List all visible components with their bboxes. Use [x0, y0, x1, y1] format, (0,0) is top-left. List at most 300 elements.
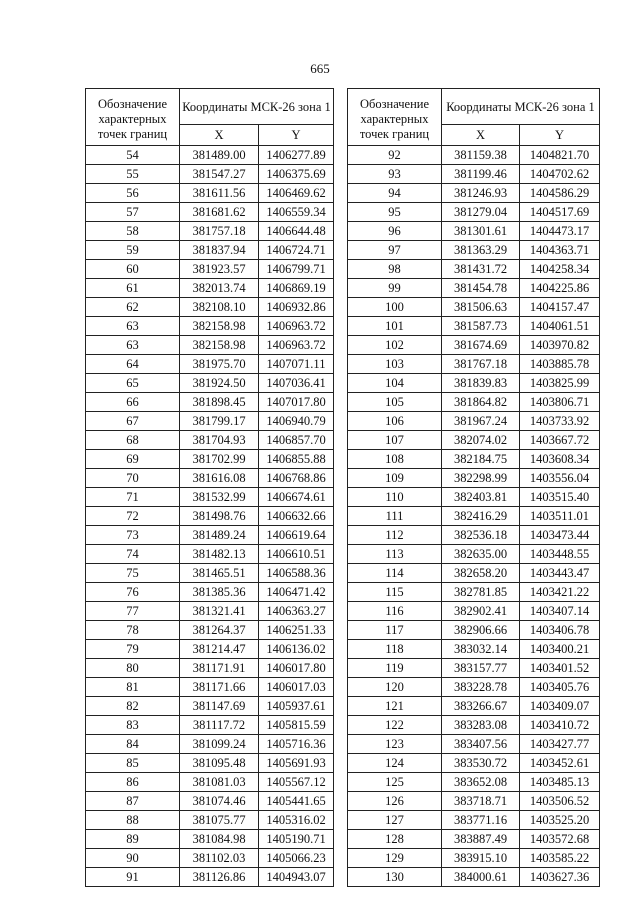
- table-row: [348, 526, 600, 545]
- x-coordinate-cell: 383228.78: [442, 678, 520, 697]
- x-coordinate-cell: 383915.10: [442, 849, 520, 868]
- header-y: Y: [520, 125, 600, 146]
- y-coordinate-cell: 1403667.72: [520, 431, 600, 450]
- table-row: [86, 678, 334, 697]
- y-coordinate-cell: 1403405.76: [520, 678, 600, 697]
- page-number: 665: [310, 61, 330, 76]
- x-coordinate-cell: 381171.91: [180, 659, 259, 678]
- y-coordinate-cell: 1406588.36: [259, 564, 334, 583]
- x-coordinate-cell: 381385.36: [180, 583, 259, 602]
- table-row: [348, 545, 600, 564]
- table-row: [348, 393, 600, 412]
- point-number-cell: 85: [86, 754, 180, 773]
- point-number-cell: 72: [86, 507, 180, 526]
- y-coordinate-cell: 1403511.01: [520, 507, 600, 526]
- point-number-cell: 119: [348, 659, 442, 678]
- y-coordinate-cell: 1404943.07: [259, 868, 334, 887]
- y-coordinate-cell: 1405815.59: [259, 716, 334, 735]
- point-number-cell: 82: [86, 697, 180, 716]
- x-coordinate-cell: 381465.51: [180, 564, 259, 583]
- point-number-cell: 120: [348, 678, 442, 697]
- x-coordinate-cell: 381246.93: [442, 184, 520, 203]
- x-coordinate-cell: 382902.41: [442, 602, 520, 621]
- table-row: [348, 792, 600, 811]
- table-row: [86, 260, 334, 279]
- point-number-cell: 80: [86, 659, 180, 678]
- table-row: [86, 317, 334, 336]
- x-coordinate-cell: 381506.63: [442, 298, 520, 317]
- y-coordinate-cell: 1404821.70: [520, 146, 600, 165]
- x-coordinate-cell: 382416.29: [442, 507, 520, 526]
- y-coordinate-cell: 1403585.22: [520, 849, 600, 868]
- y-coordinate-cell: 1403608.34: [520, 450, 600, 469]
- x-coordinate-cell: 381532.99: [180, 488, 259, 507]
- table-row: [86, 792, 334, 811]
- x-coordinate-cell: 381117.72: [180, 716, 259, 735]
- point-number-cell: 69: [86, 450, 180, 469]
- header-coordinates: Координаты МСК-26 зона 1: [180, 89, 334, 125]
- x-coordinate-cell: 381923.57: [180, 260, 259, 279]
- y-coordinate-cell: 1404061.51: [520, 317, 600, 336]
- table-row: [86, 602, 334, 621]
- table-row: [348, 165, 600, 184]
- x-coordinate-cell: 381264.37: [180, 621, 259, 640]
- point-number-cell: 86: [86, 773, 180, 792]
- x-coordinate-cell: 381681.62: [180, 203, 259, 222]
- table-row: [86, 412, 334, 431]
- table-row: [86, 849, 334, 868]
- table-row: [348, 469, 600, 488]
- x-coordinate-cell: 381674.69: [442, 336, 520, 355]
- y-coordinate-cell: 1406559.34: [259, 203, 334, 222]
- point-number-cell: 114: [348, 564, 442, 583]
- point-number-cell: 91: [86, 868, 180, 887]
- y-coordinate-cell: 1403473.44: [520, 526, 600, 545]
- point-number-cell: 104: [348, 374, 442, 393]
- y-coordinate-cell: 1404702.62: [520, 165, 600, 184]
- x-coordinate-cell: 381489.24: [180, 526, 259, 545]
- table-row: [86, 241, 334, 260]
- table-row: [348, 507, 600, 526]
- x-coordinate-cell: 383266.67: [442, 697, 520, 716]
- table-row: [86, 564, 334, 583]
- header-point-designation: Обозначение характерных точек границ: [348, 89, 442, 146]
- point-number-cell: 56: [86, 184, 180, 203]
- x-coordinate-cell: 382158.98: [180, 336, 259, 355]
- y-coordinate-cell: 1403733.92: [520, 412, 600, 431]
- table-row: [86, 621, 334, 640]
- y-coordinate-cell: 1403515.40: [520, 488, 600, 507]
- y-coordinate-cell: 1406363.27: [259, 602, 334, 621]
- x-coordinate-cell: 381702.99: [180, 450, 259, 469]
- point-number-cell: 100: [348, 298, 442, 317]
- x-coordinate-cell: 382074.02: [442, 431, 520, 450]
- point-number-cell: 118: [348, 640, 442, 659]
- table-row: [348, 203, 600, 222]
- table-row: [86, 640, 334, 659]
- x-coordinate-cell: 381611.56: [180, 184, 259, 203]
- header-point-designation: Обозначение характерных точек границ: [86, 89, 180, 146]
- point-number-cell: 76: [86, 583, 180, 602]
- point-number-cell: 54: [86, 146, 180, 165]
- y-coordinate-cell: 1406799.71: [259, 260, 334, 279]
- point-number-cell: 63: [86, 336, 180, 355]
- point-number-cell: 68: [86, 431, 180, 450]
- table-row: [86, 868, 334, 887]
- table-row: [86, 203, 334, 222]
- x-coordinate-cell: 381081.03: [180, 773, 259, 792]
- point-number-cell: 121: [348, 697, 442, 716]
- y-coordinate-cell: 1403427.77: [520, 735, 600, 754]
- x-coordinate-cell: 381547.27: [180, 165, 259, 184]
- x-coordinate-cell: 381864.82: [442, 393, 520, 412]
- x-coordinate-cell: 383887.49: [442, 830, 520, 849]
- x-coordinate-cell: 381214.47: [180, 640, 259, 659]
- table-row: [348, 412, 600, 431]
- x-coordinate-cell: 383157.77: [442, 659, 520, 678]
- y-coordinate-cell: 1403421.22: [520, 583, 600, 602]
- table-row: [86, 431, 334, 450]
- point-number-cell: 79: [86, 640, 180, 659]
- x-coordinate-cell: 381967.24: [442, 412, 520, 431]
- y-coordinate-cell: 1403448.55: [520, 545, 600, 564]
- y-coordinate-cell: 1406644.48: [259, 222, 334, 241]
- table-row: [86, 773, 334, 792]
- table-row: [348, 336, 600, 355]
- point-number-cell: 117: [348, 621, 442, 640]
- point-number-cell: 77: [86, 602, 180, 621]
- x-coordinate-cell: 381099.24: [180, 735, 259, 754]
- point-number-cell: 55: [86, 165, 180, 184]
- y-coordinate-cell: 1406768.86: [259, 469, 334, 488]
- table-row: [86, 716, 334, 735]
- table-row: [348, 735, 600, 754]
- table-row: [348, 355, 600, 374]
- table-row: [348, 621, 600, 640]
- point-number-cell: 108: [348, 450, 442, 469]
- x-coordinate-cell: 381074.46: [180, 792, 259, 811]
- y-coordinate-cell: 1406375.69: [259, 165, 334, 184]
- y-coordinate-cell: 1403407.14: [520, 602, 600, 621]
- x-coordinate-cell: 382013.74: [180, 279, 259, 298]
- table-row: [86, 298, 334, 317]
- y-coordinate-cell: 1403406.78: [520, 621, 600, 640]
- table-row: [348, 564, 600, 583]
- y-coordinate-cell: 1406610.51: [259, 545, 334, 564]
- x-coordinate-cell: 382536.18: [442, 526, 520, 545]
- table-row: [86, 374, 334, 393]
- y-coordinate-cell: 1403452.61: [520, 754, 600, 773]
- y-coordinate-cell: 1405691.93: [259, 754, 334, 773]
- point-number-cell: 59: [86, 241, 180, 260]
- point-number-cell: 60: [86, 260, 180, 279]
- point-number-cell: 129: [348, 849, 442, 868]
- table-row: [86, 507, 334, 526]
- y-coordinate-cell: 1406136.02: [259, 640, 334, 659]
- y-coordinate-cell: 1406469.62: [259, 184, 334, 203]
- header-x: X: [180, 125, 259, 146]
- point-number-cell: 81: [86, 678, 180, 697]
- y-coordinate-cell: 1404586.29: [520, 184, 600, 203]
- table-row: [348, 849, 600, 868]
- point-number-cell: 122: [348, 716, 442, 735]
- y-coordinate-cell: 1404258.34: [520, 260, 600, 279]
- point-number-cell: 127: [348, 811, 442, 830]
- y-coordinate-cell: 1405441.65: [259, 792, 334, 811]
- point-number-cell: 99: [348, 279, 442, 298]
- point-number-cell: 57: [86, 203, 180, 222]
- y-coordinate-cell: 1406857.70: [259, 431, 334, 450]
- y-coordinate-cell: 1404225.86: [520, 279, 600, 298]
- table-row: [348, 260, 600, 279]
- point-number-cell: 124: [348, 754, 442, 773]
- y-coordinate-cell: 1403400.21: [520, 640, 600, 659]
- x-coordinate-cell: 383283.08: [442, 716, 520, 735]
- table-row: [348, 868, 600, 887]
- table-row: [348, 241, 600, 260]
- x-coordinate-cell: 382635.00: [442, 545, 520, 564]
- point-number-cell: 116: [348, 602, 442, 621]
- table-body-left: [86, 146, 334, 887]
- point-number-cell: 88: [86, 811, 180, 830]
- point-number-cell: 74: [86, 545, 180, 564]
- y-coordinate-cell: 1406932.86: [259, 298, 334, 317]
- point-number-cell: 105: [348, 393, 442, 412]
- table-row: [86, 146, 334, 165]
- y-coordinate-cell: 1403627.36: [520, 868, 600, 887]
- table-row: [348, 773, 600, 792]
- point-number-cell: 73: [86, 526, 180, 545]
- header-coordinates: Координаты МСК-26 зона 1: [442, 89, 600, 125]
- x-coordinate-cell: 381363.29: [442, 241, 520, 260]
- y-coordinate-cell: 1406277.89: [259, 146, 334, 165]
- y-coordinate-cell: 1403525.20: [520, 811, 600, 830]
- y-coordinate-cell: 1406963.72: [259, 317, 334, 336]
- y-coordinate-cell: 1407071.11: [259, 355, 334, 374]
- x-coordinate-cell: 381321.41: [180, 602, 259, 621]
- table-row: [348, 659, 600, 678]
- x-coordinate-cell: 381075.77: [180, 811, 259, 830]
- x-coordinate-cell: 381767.18: [442, 355, 520, 374]
- x-coordinate-cell: 382184.75: [442, 450, 520, 469]
- x-coordinate-cell: 381757.18: [180, 222, 259, 241]
- x-coordinate-cell: 383530.72: [442, 754, 520, 773]
- y-coordinate-cell: 1403506.52: [520, 792, 600, 811]
- y-coordinate-cell: 1403443.47: [520, 564, 600, 583]
- x-coordinate-cell: 382108.10: [180, 298, 259, 317]
- y-coordinate-cell: 1406471.42: [259, 583, 334, 602]
- x-coordinate-cell: 381454.78: [442, 279, 520, 298]
- x-coordinate-cell: 381587.73: [442, 317, 520, 336]
- y-coordinate-cell: 1406017.80: [259, 659, 334, 678]
- table-row: [348, 431, 600, 450]
- table-row: [86, 222, 334, 241]
- point-number-cell: 102: [348, 336, 442, 355]
- table-row: [86, 184, 334, 203]
- x-coordinate-cell: 381482.13: [180, 545, 259, 564]
- table-row: [86, 488, 334, 507]
- point-number-cell: 92: [348, 146, 442, 165]
- table-row: [348, 146, 600, 165]
- x-coordinate-cell: 382906.66: [442, 621, 520, 640]
- y-coordinate-cell: 1406017.03: [259, 678, 334, 697]
- point-number-cell: 111: [348, 507, 442, 526]
- x-coordinate-cell: 381924.50: [180, 374, 259, 393]
- point-number-cell: 63: [86, 317, 180, 336]
- table-row: [348, 298, 600, 317]
- y-coordinate-cell: 1404473.17: [520, 222, 600, 241]
- x-coordinate-cell: 382658.20: [442, 564, 520, 583]
- y-coordinate-cell: 1405716.36: [259, 735, 334, 754]
- table-row: [86, 545, 334, 564]
- x-coordinate-cell: 381799.17: [180, 412, 259, 431]
- point-number-cell: 62: [86, 298, 180, 317]
- table-row: [86, 279, 334, 298]
- x-coordinate-cell: 381898.45: [180, 393, 259, 412]
- table-row: [86, 735, 334, 754]
- point-number-cell: 130: [348, 868, 442, 887]
- table-row: [348, 374, 600, 393]
- table-row: [86, 526, 334, 545]
- table-row: [86, 336, 334, 355]
- table-row: [86, 469, 334, 488]
- x-coordinate-cell: 382158.98: [180, 317, 259, 336]
- point-number-cell: 75: [86, 564, 180, 583]
- y-coordinate-cell: 1403401.52: [520, 659, 600, 678]
- x-coordinate-cell: 384000.61: [442, 868, 520, 887]
- point-number-cell: 110: [348, 488, 442, 507]
- point-number-cell: 123: [348, 735, 442, 754]
- table-row: [348, 811, 600, 830]
- y-coordinate-cell: 1403572.68: [520, 830, 600, 849]
- point-number-cell: 101: [348, 317, 442, 336]
- table-row: [348, 450, 600, 469]
- point-number-cell: 90: [86, 849, 180, 868]
- point-number-cell: 97: [348, 241, 442, 260]
- y-coordinate-cell: 1406855.88: [259, 450, 334, 469]
- x-coordinate-cell: 383407.56: [442, 735, 520, 754]
- x-coordinate-cell: 381159.38: [442, 146, 520, 165]
- x-coordinate-cell: 383652.08: [442, 773, 520, 792]
- table-row: [86, 583, 334, 602]
- x-coordinate-cell: 382298.99: [442, 469, 520, 488]
- x-coordinate-cell: 381839.83: [442, 374, 520, 393]
- point-number-cell: 126: [348, 792, 442, 811]
- table-row: [86, 830, 334, 849]
- point-number-cell: 66: [86, 393, 180, 412]
- x-coordinate-cell: 383718.71: [442, 792, 520, 811]
- table-row: [86, 355, 334, 374]
- point-number-cell: 94: [348, 184, 442, 203]
- point-number-cell: 58: [86, 222, 180, 241]
- table-row: [86, 811, 334, 830]
- x-coordinate-cell: 381084.98: [180, 830, 259, 849]
- point-number-cell: 98: [348, 260, 442, 279]
- y-coordinate-cell: 1405316.02: [259, 811, 334, 830]
- point-number-cell: 83: [86, 716, 180, 735]
- y-coordinate-cell: 1406963.72: [259, 336, 334, 355]
- x-coordinate-cell: 381199.46: [442, 165, 520, 184]
- y-coordinate-cell: 1403885.78: [520, 355, 600, 374]
- table-row: [348, 716, 600, 735]
- x-coordinate-cell: 383771.16: [442, 811, 520, 830]
- point-number-cell: 128: [348, 830, 442, 849]
- y-coordinate-cell: 1403409.07: [520, 697, 600, 716]
- y-coordinate-cell: 1406869.19: [259, 279, 334, 298]
- table-row: [86, 659, 334, 678]
- y-coordinate-cell: 1406724.71: [259, 241, 334, 260]
- x-coordinate-cell: 381431.72: [442, 260, 520, 279]
- x-coordinate-cell: 381095.48: [180, 754, 259, 773]
- point-number-cell: 70: [86, 469, 180, 488]
- point-number-cell: 106: [348, 412, 442, 431]
- table-row: [86, 697, 334, 716]
- point-number-cell: 87: [86, 792, 180, 811]
- table-row: [86, 393, 334, 412]
- point-number-cell: 112: [348, 526, 442, 545]
- table-row: [348, 640, 600, 659]
- coordinates-table-right: [347, 88, 600, 887]
- y-coordinate-cell: 1403556.04: [520, 469, 600, 488]
- y-coordinate-cell: 1403806.71: [520, 393, 600, 412]
- table-row: [86, 165, 334, 184]
- table-row: [348, 279, 600, 298]
- x-coordinate-cell: 381616.08: [180, 469, 259, 488]
- point-number-cell: 89: [86, 830, 180, 849]
- point-number-cell: 71: [86, 488, 180, 507]
- table-body-right: [348, 146, 600, 887]
- y-coordinate-cell: 1405190.71: [259, 830, 334, 849]
- header-x: X: [442, 125, 520, 146]
- x-coordinate-cell: 381498.76: [180, 507, 259, 526]
- x-coordinate-cell: 381171.66: [180, 678, 259, 697]
- point-number-cell: 84: [86, 735, 180, 754]
- y-coordinate-cell: 1403485.13: [520, 773, 600, 792]
- y-coordinate-cell: 1405066.23: [259, 849, 334, 868]
- point-number-cell: 109: [348, 469, 442, 488]
- y-coordinate-cell: 1403970.82: [520, 336, 600, 355]
- table-row: [348, 488, 600, 507]
- y-coordinate-cell: 1406674.61: [259, 488, 334, 507]
- y-coordinate-cell: 1404363.71: [520, 241, 600, 260]
- point-number-cell: 95: [348, 203, 442, 222]
- y-coordinate-cell: 1405937.61: [259, 697, 334, 716]
- y-coordinate-cell: 1403410.72: [520, 716, 600, 735]
- point-number-cell: 65: [86, 374, 180, 393]
- x-coordinate-cell: 381102.03: [180, 849, 259, 868]
- coordinates-table-left: [85, 88, 334, 887]
- table-row: [348, 222, 600, 241]
- y-coordinate-cell: 1404517.69: [520, 203, 600, 222]
- table-row: [348, 754, 600, 773]
- x-coordinate-cell: 381147.69: [180, 697, 259, 716]
- y-coordinate-cell: 1406940.79: [259, 412, 334, 431]
- header-y: Y: [259, 125, 334, 146]
- y-coordinate-cell: 1403825.99: [520, 374, 600, 393]
- point-number-cell: 61: [86, 279, 180, 298]
- point-number-cell: 78: [86, 621, 180, 640]
- table-row: [348, 678, 600, 697]
- x-coordinate-cell: 381279.04: [442, 203, 520, 222]
- y-coordinate-cell: 1406251.33: [259, 621, 334, 640]
- point-number-cell: 107: [348, 431, 442, 450]
- y-coordinate-cell: 1406632.66: [259, 507, 334, 526]
- y-coordinate-cell: 1404157.47: [520, 298, 600, 317]
- x-coordinate-cell: 381975.70: [180, 355, 259, 374]
- y-coordinate-cell: 1407017.80: [259, 393, 334, 412]
- point-number-cell: 125: [348, 773, 442, 792]
- x-coordinate-cell: 383032.14: [442, 640, 520, 659]
